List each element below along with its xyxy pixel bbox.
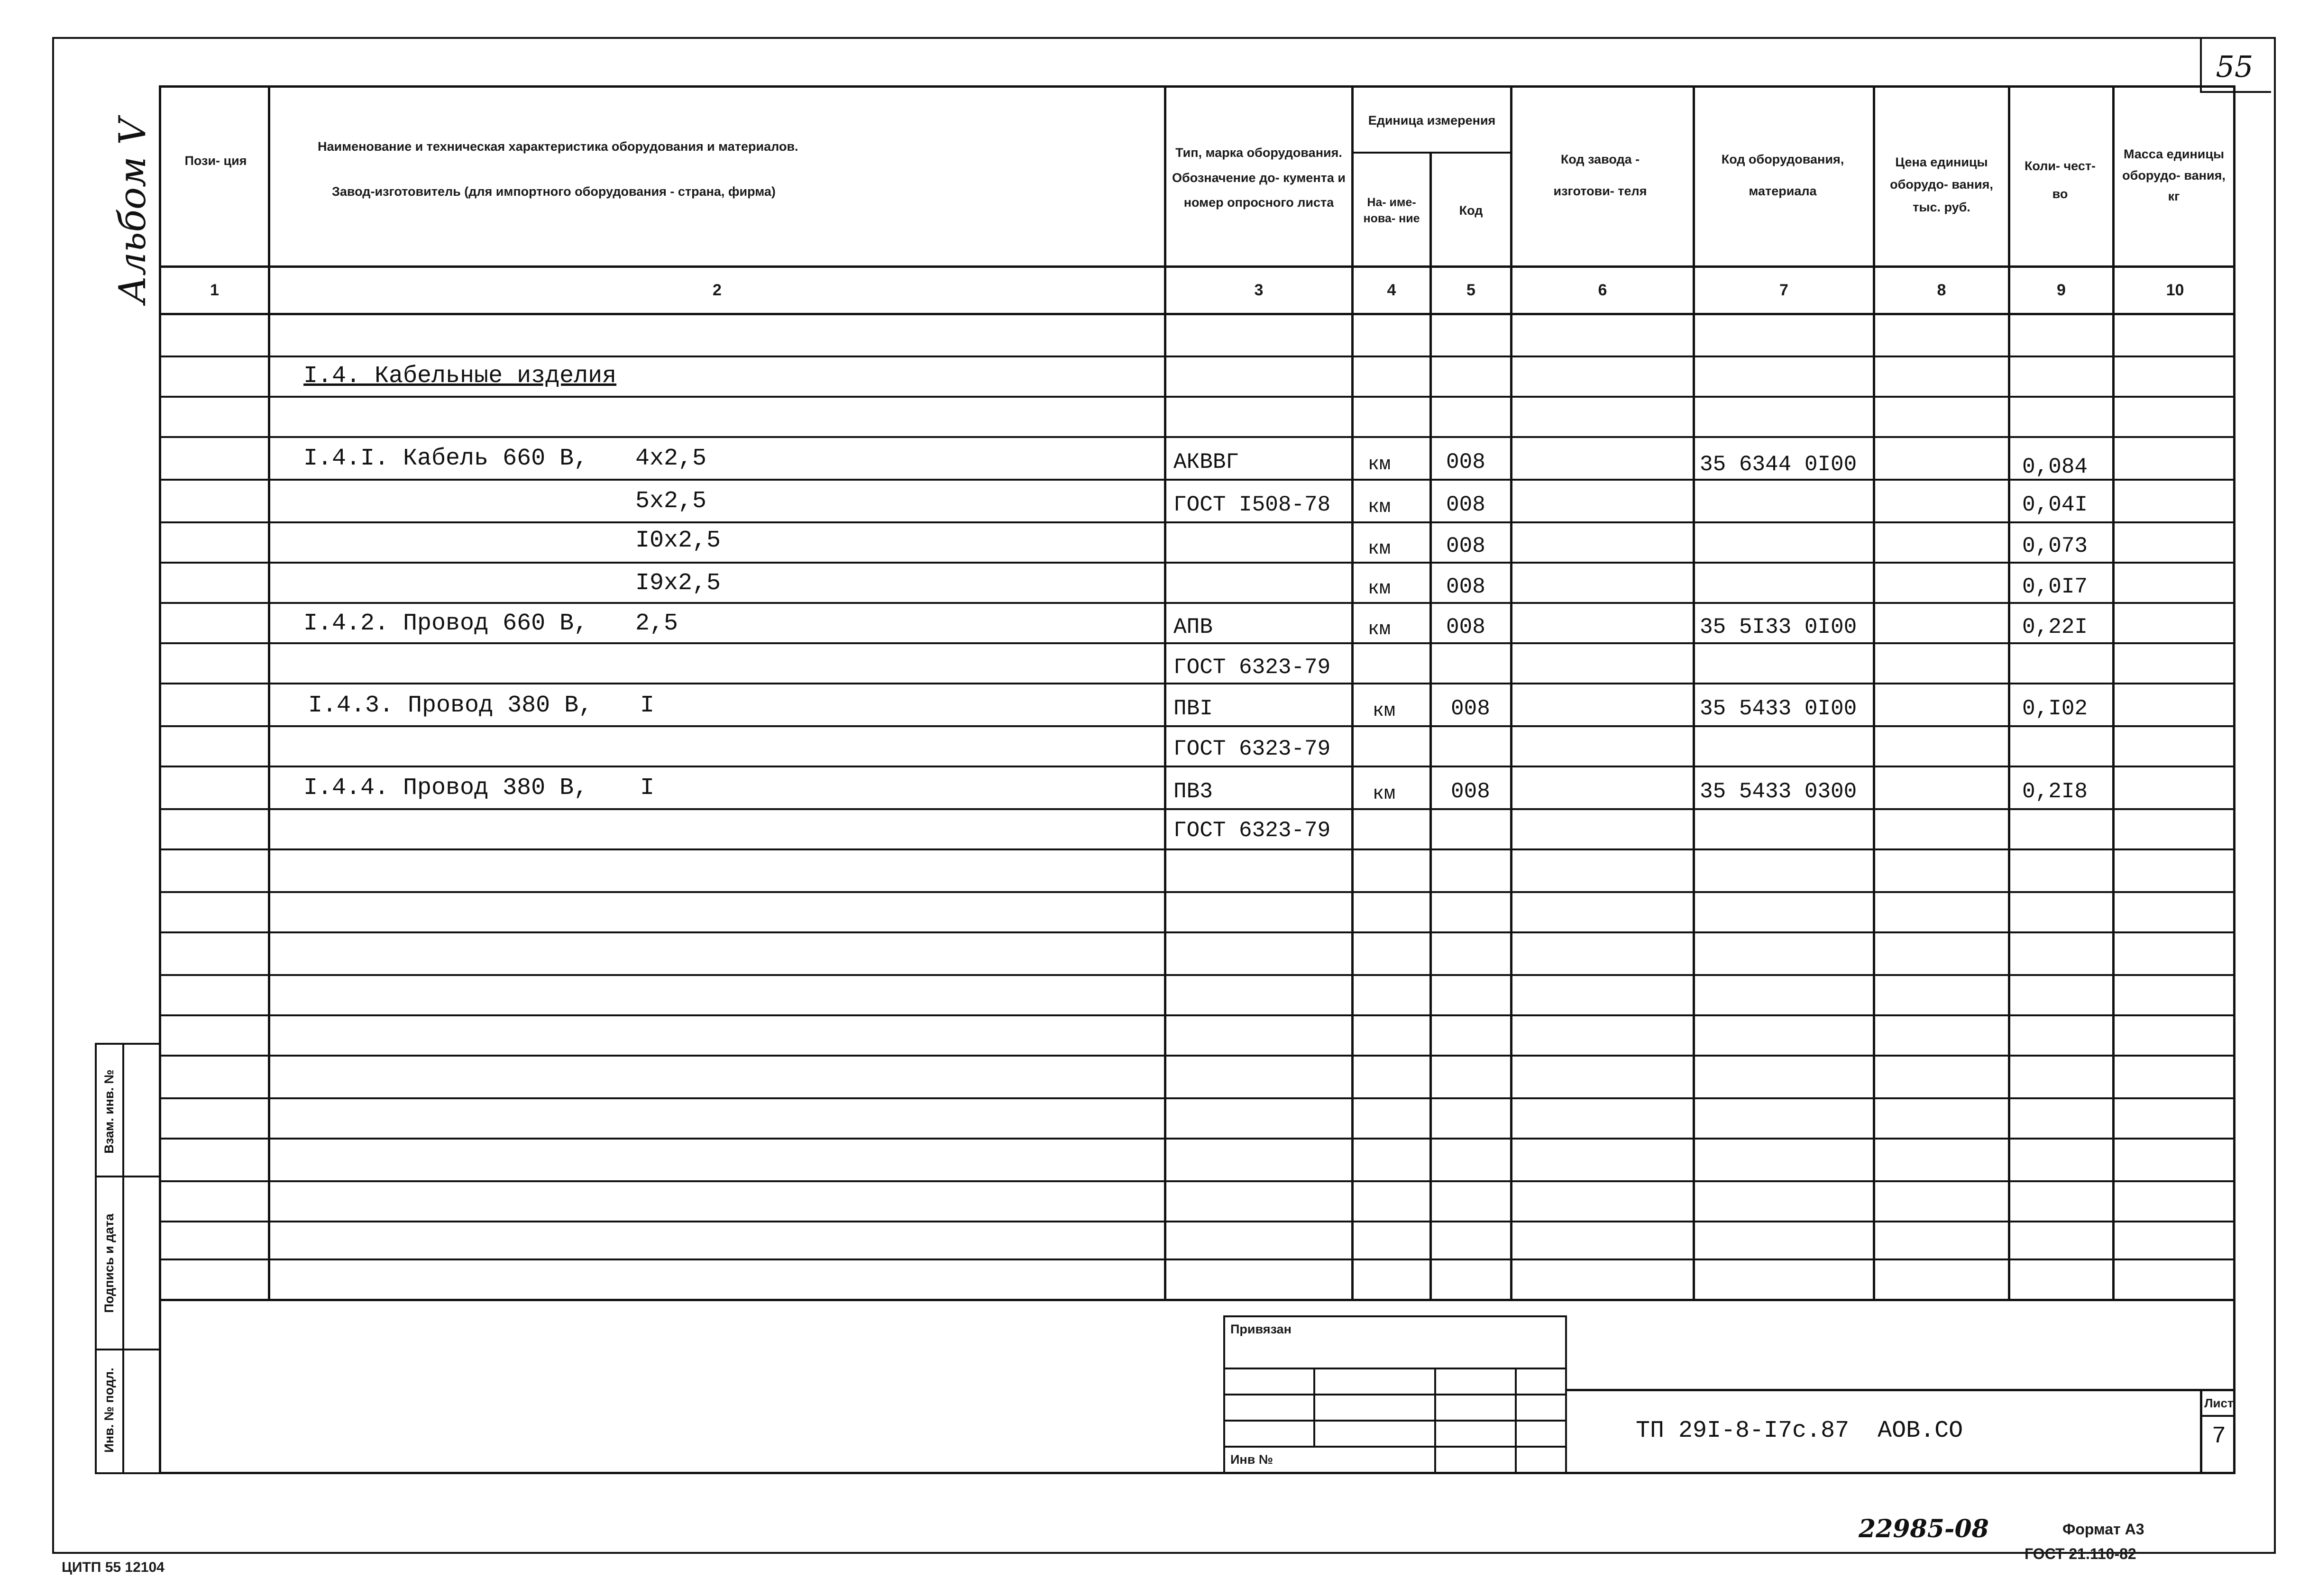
column-number: 2 <box>713 281 722 299</box>
row-line <box>159 436 2236 438</box>
item-unit: км <box>1368 454 1391 475</box>
item-spec: I <box>640 774 655 802</box>
item-unit: км <box>1368 496 1391 518</box>
row-line <box>159 562 2236 564</box>
item-unit: км <box>1368 578 1391 600</box>
item-quantity: 0,I02 <box>2022 696 2088 721</box>
item-spec: 4x2,5 <box>635 445 707 472</box>
binding-col <box>1515 1368 1517 1474</box>
item-unit-code: 008 <box>1451 696 1490 721</box>
col-line-5 <box>1510 85 1512 1299</box>
header-unit-code: Код <box>1459 203 1483 218</box>
binding-col <box>1434 1368 1436 1474</box>
binding-col <box>1313 1368 1315 1446</box>
item-type: ГОСТ 6323-79 <box>1173 737 1331 761</box>
col-line-3 <box>1351 85 1354 1299</box>
header-quantity: Коли- чест- во <box>2024 158 2096 201</box>
album-mark: Альбом V <box>111 118 154 304</box>
item-name: I.4.I. Кабель 660 В, <box>303 445 588 472</box>
item-spec: I <box>640 692 655 719</box>
header-factory-code: Код завода - изготови- теля <box>1553 152 1647 198</box>
standard-label: ГОСТ 21.110-82 <box>2025 1545 2136 1562</box>
item-quantity: 0,0I7 <box>2022 575 2088 599</box>
header-units-group: Единица измерения <box>1368 113 1496 128</box>
item-unit-code: 008 <box>1446 534 1485 558</box>
item-unit-code: 008 <box>1446 575 1485 599</box>
table-body-bottom <box>159 1299 2236 1301</box>
binding-inv-label: Инв № <box>1230 1452 1273 1467</box>
item-name: I.4.4. Провод 380 В, <box>303 774 588 802</box>
format-label: Формат А3 <box>2062 1521 2144 1538</box>
row-line <box>159 479 2236 481</box>
item-quantity: 0,084 <box>2022 455 2088 479</box>
item-name: I.4.2. Провод 660 В, <box>303 610 588 637</box>
row-line <box>159 848 2236 850</box>
column-number: 4 <box>1387 281 1396 299</box>
header-mass: Масса единицы оборудо- вания, кг <box>2122 147 2226 204</box>
col-line-6 <box>1693 85 1695 1299</box>
item-type: ГОСТ 6323-79 <box>1173 818 1331 843</box>
column-number: 3 <box>1254 281 1264 299</box>
colnum-bottom-line <box>159 313 2236 315</box>
item-quantity: 0,073 <box>2022 534 2088 558</box>
side-stamp-line <box>95 1349 161 1350</box>
item-equipment-code: 35 5I33 0I00 <box>1700 615 1857 639</box>
row-line <box>159 1138 2236 1140</box>
item-spec: I0x2,5 <box>635 527 721 554</box>
designation: ТП 29I-8-I7с.87 АОВ.СО <box>1636 1417 1963 1444</box>
item-spec: 2,5 <box>635 610 678 637</box>
header-equipment-code: Код оборудования, материала <box>1721 152 1844 198</box>
title-block-top <box>1567 1389 2236 1391</box>
side-stamp-signature-date: Подпись и дата <box>101 1213 116 1313</box>
section-heading: I.4. Кабельные изделия <box>303 362 617 390</box>
item-spec: I9x2,5 <box>635 569 721 597</box>
row-line <box>159 891 2236 893</box>
header-position: Пози- ция <box>184 154 247 168</box>
item-quantity: 0,04I <box>2022 492 2088 517</box>
header-unit-name: На- име- нова- ние <box>1363 196 1420 225</box>
item-unit: км <box>1373 700 1396 722</box>
sheet-box-line <box>2200 1415 2236 1417</box>
column-number: 6 <box>1598 281 1607 299</box>
item-unit: км <box>1373 783 1396 805</box>
page-number: 55 <box>2216 49 2254 84</box>
item-equipment-code: 35 6344 0I00 <box>1700 452 1857 477</box>
item-type: ПВI <box>1173 696 1213 721</box>
row-line <box>159 396 2236 398</box>
item-type: ГОСТ 6323-79 <box>1173 655 1331 680</box>
item-type: АПВ <box>1173 615 1213 639</box>
item-name: I.4.3. Провод 380 В, <box>308 692 593 719</box>
item-type: ПВ3 <box>1173 779 1213 804</box>
item-unit-code: 008 <box>1446 615 1485 639</box>
item-unit-code: 008 <box>1446 492 1485 517</box>
sheet-number: 7 <box>2211 1423 2226 1450</box>
side-stamp-divider <box>122 1043 124 1474</box>
row-line <box>159 1097 2236 1099</box>
header-price: Цена единицы оборудо- вания, тыс. руб. <box>1890 155 1993 214</box>
header-name-line2: Завод-изготовитель (для импортного оборудования - страна, фирма) <box>332 184 776 199</box>
row-line <box>159 931 2236 933</box>
item-equipment-code: 35 5433 0I00 <box>1700 696 1857 721</box>
column-number: 8 <box>1937 281 1946 299</box>
col-line-7 <box>1873 85 1875 1299</box>
item-unit-code: 008 <box>1446 450 1485 474</box>
row-line <box>159 725 2236 727</box>
row-line <box>159 1055 2236 1057</box>
item-equipment-code: 35 5433 0300 <box>1700 779 1857 804</box>
row-line <box>159 356 2236 357</box>
column-number: 9 <box>2057 281 2066 299</box>
item-quantity: 0,22I <box>2022 615 2088 639</box>
col-line-9 <box>2112 85 2115 1299</box>
col-line-2 <box>1164 85 1166 1299</box>
row-line <box>159 1259 2236 1260</box>
column-number: 7 <box>1779 281 1788 299</box>
row-line <box>159 1221 2236 1222</box>
item-unit: км <box>1368 619 1391 640</box>
header-type: Тип, марка оборудования. Обозначение до- кумента и номер опросного листа <box>1172 146 1346 210</box>
column-number: 10 <box>2166 281 2184 299</box>
header-name-line1: Наименование и техническая характеристика оборудования и материалов. <box>318 139 798 154</box>
row-line <box>159 808 2236 810</box>
row-line <box>159 1014 2236 1016</box>
row-line <box>159 683 2236 684</box>
column-number: 1 <box>210 281 219 299</box>
item-spec: 5x2,5 <box>635 487 707 515</box>
item-quantity: 0,2I8 <box>2022 779 2088 804</box>
side-stamp-inv-original: Инв. № подл. <box>101 1368 116 1453</box>
column-number: 5 <box>1466 281 1475 299</box>
row-line <box>159 974 2236 976</box>
doc-number: 22985-08 <box>1859 1514 1989 1543</box>
row-line <box>159 766 2236 767</box>
side-stamp-inv-replace: Взам. инв. № <box>101 1069 116 1154</box>
row-line <box>159 642 2236 644</box>
item-unit-code: 008 <box>1451 779 1490 804</box>
col-line-8 <box>2008 85 2010 1299</box>
item-type: ГОСТ I508-78 <box>1173 492 1331 517</box>
item-unit: км <box>1368 538 1391 560</box>
row-line <box>159 1180 2236 1182</box>
row-line <box>159 521 2236 523</box>
printer-mark: ЦИТП 55 12104 <box>62 1560 165 1575</box>
row-line <box>159 602 2236 604</box>
item-type: АКВВГ <box>1173 450 1239 474</box>
col-line-1 <box>268 85 270 1299</box>
binding-title: Привязан <box>1230 1322 1292 1336</box>
sheet-label: Лист <box>2204 1395 2234 1410</box>
